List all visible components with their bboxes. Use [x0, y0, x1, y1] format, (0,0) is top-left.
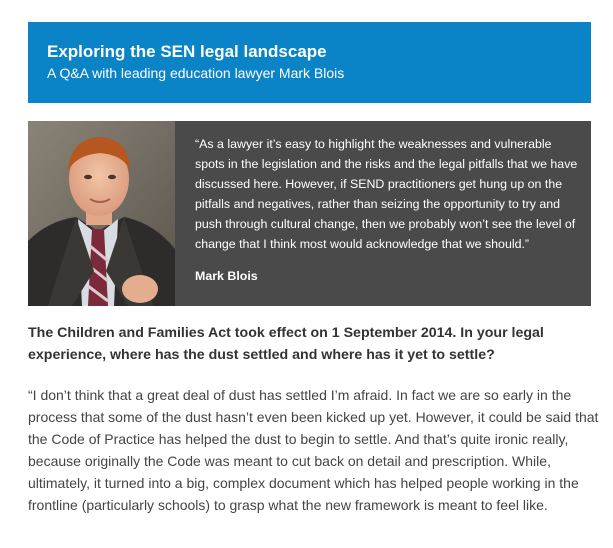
- quote-author: Mark Blois: [195, 269, 258, 283]
- author-portrait: [28, 121, 175, 306]
- quote-panel: [28, 121, 591, 306]
- header-banner: [28, 22, 591, 103]
- interview-answer: “I don’t think that a great deal of dust has settled I’m afraid. In fact we are so early in the process that some of the dust hasn’t even been kicked up yet. However, it could be said that the Code of Practice has helped the dust to begin to settle. And that’s quite ironic really, because originally the Code was meant to cut back on detail and prescription. While, ultimately, it turned into a big, complex document which has helped people working in the frontline (particularly schools) to grasp what the new framework is meant to feel like.: [28, 387, 599, 513]
- interview-question: The Children and Families Act took effect on 1 September 2014. In your legal experience, where has the dust settled and where has it yet to settle?: [28, 325, 544, 363]
- page-subtitle: A Q&A with leading education lawyer Mark Blois: [47, 65, 345, 81]
- page-title: Exploring the SEN legal landscape: [47, 42, 327, 61]
- pull-quote: “As a lawyer it’s easy to highlight the weaknesses and vulnerable spots in the legislation and the risks and the legal pitfalls that we have discussed here. However, if SEND practitioners get hung up on the pitfalls and negatives, rather than seizing the opportunity to try and push through cultural change, then we probably won’t see the level of change that I think most would acknowledge that we should.”: [195, 137, 578, 251]
